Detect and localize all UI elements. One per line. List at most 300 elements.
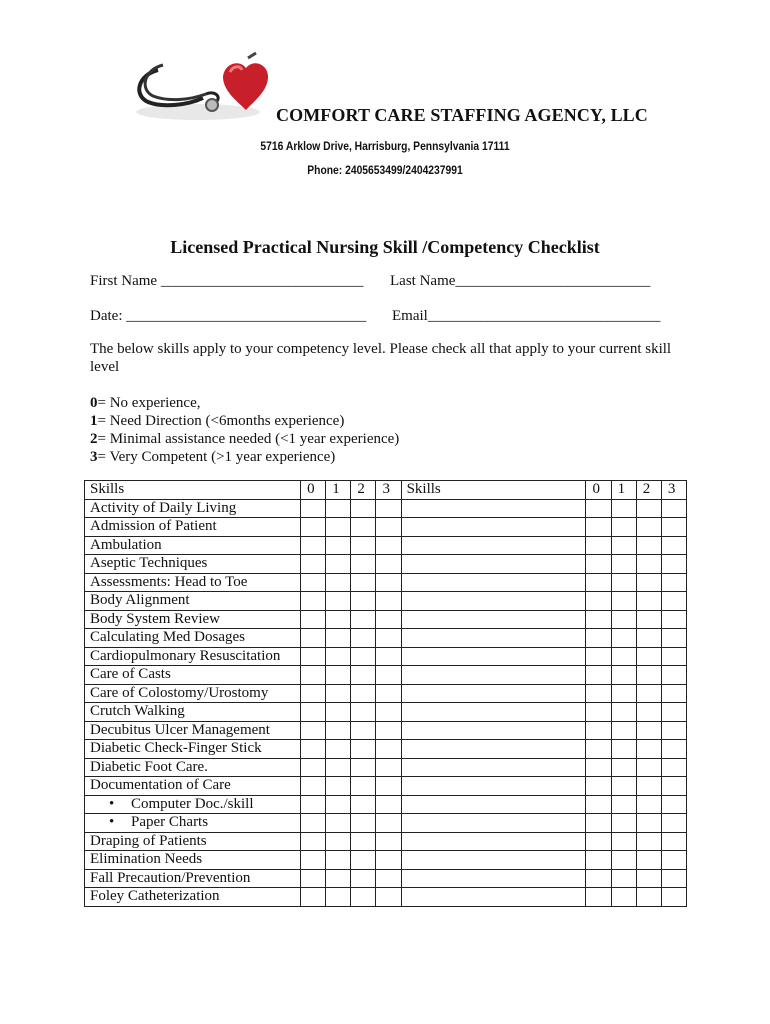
- rating-cell[interactable]: [661, 851, 686, 870]
- rating-cell[interactable]: [301, 518, 326, 537]
- rating-cell[interactable]: [636, 555, 661, 574]
- skill-name: [85, 610, 301, 629]
- rating-cell[interactable]: [636, 777, 661, 796]
- rating-cell[interactable]: [661, 647, 686, 666]
- rating-cell[interactable]: [661, 740, 686, 759]
- rating-cell[interactable]: [351, 740, 376, 759]
- rating-cell[interactable]: [636, 666, 661, 685]
- agency-logo: [128, 50, 273, 125]
- rating-cell[interactable]: [326, 629, 351, 648]
- skill-name: [85, 647, 301, 666]
- scale-item: [90, 394, 399, 412]
- skill-name: [85, 888, 301, 907]
- skills-header: Skills: [85, 481, 301, 500]
- scale-key: 0: [90, 395, 98, 411]
- rating-cell[interactable]: [326, 777, 351, 796]
- agency-name: COMFORT CARE STAFFING AGENCY, LLC: [276, 105, 648, 125]
- rating-cell[interactable]: [326, 518, 351, 537]
- skill-label: Diabetic Foot Care.: [90, 758, 208, 775]
- table-row: [85, 684, 687, 703]
- skill-name-2: [401, 721, 586, 740]
- skill-name-2: [401, 592, 586, 611]
- rating-cell[interactable]: [376, 758, 401, 777]
- rating-cell[interactable]: [586, 758, 611, 777]
- rating-cell[interactable]: [301, 814, 326, 833]
- table-header-row: [85, 481, 687, 500]
- rating-cell[interactable]: [376, 740, 401, 759]
- skill-label: Body System Review: [90, 610, 220, 627]
- rating-cell[interactable]: [611, 740, 636, 759]
- skill-name-2: [401, 814, 586, 833]
- rating-cell[interactable]: [351, 629, 376, 648]
- rating-cell[interactable]: [351, 777, 376, 796]
- skill-name-2: [401, 832, 586, 851]
- bullet-icon: •: [109, 814, 115, 830]
- rating-cell[interactable]: [661, 814, 686, 833]
- skill-name: [85, 740, 301, 759]
- intro-text: The below skills apply to your competency level. Please check all that apply to your current skill level: [90, 341, 672, 375]
- table-row: [85, 610, 687, 629]
- rating-cell[interactable]: [301, 629, 326, 648]
- skill-label: Diabetic Check-Finger Stick: [90, 740, 262, 756]
- rating-cell[interactable]: [376, 499, 401, 518]
- skill-name-2: [401, 518, 586, 537]
- rating-cell[interactable]: [661, 777, 686, 796]
- rating-cell[interactable]: [636, 888, 661, 907]
- table-row: [85, 666, 687, 685]
- scale-key: 2: [90, 431, 98, 447]
- rating-cell[interactable]: [661, 573, 686, 592]
- rating-cell[interactable]: [301, 592, 326, 611]
- rating-cell[interactable]: [661, 536, 686, 555]
- skill-name: [85, 666, 301, 685]
- skill-label: Admission of Patient: [90, 518, 217, 534]
- rating-cell[interactable]: [611, 777, 636, 796]
- table-row: [85, 499, 687, 518]
- rating-cell[interactable]: [376, 629, 401, 648]
- rating-cell[interactable]: [326, 740, 351, 759]
- rating-cell[interactable]: [636, 518, 661, 537]
- skill-name: [85, 758, 301, 777]
- rating-cell[interactable]: [376, 777, 401, 796]
- skill-label: Documentation of Care: [90, 777, 231, 793]
- rating-cell[interactable]: [636, 647, 661, 666]
- rating-cell[interactable]: [636, 795, 661, 814]
- rating-cell[interactable]: [351, 518, 376, 537]
- rating-cell[interactable]: [611, 555, 636, 574]
- rating-cell[interactable]: [326, 721, 351, 740]
- skill-name: [85, 573, 301, 592]
- rating-cell[interactable]: [661, 758, 686, 777]
- agency-address: 5716 Arklow Drive, Harrisburg, Pennsylvania 17111: [260, 139, 510, 153]
- rating-cell[interactable]: [326, 499, 351, 518]
- rating-scale: [90, 394, 399, 466]
- rating-cell[interactable]: [661, 610, 686, 629]
- rating-cell[interactable]: [661, 721, 686, 740]
- rating-cell[interactable]: [586, 851, 611, 870]
- first-name-field[interactable]: First Name ___________________________: [90, 273, 364, 289]
- rating-cell[interactable]: [611, 647, 636, 666]
- level-3-header-2: 3: [661, 481, 686, 500]
- rating-cell[interactable]: [611, 629, 636, 648]
- table-row: [85, 518, 687, 537]
- rating-cell[interactable]: [611, 592, 636, 611]
- rating-cell[interactable]: [661, 555, 686, 574]
- rating-cell[interactable]: [586, 684, 611, 703]
- rating-cell[interactable]: [586, 573, 611, 592]
- table-row: [85, 795, 687, 814]
- rating-cell[interactable]: [301, 777, 326, 796]
- skill-label: Care of Colostomy/Urostomy: [90, 684, 269, 701]
- skill-label: Crutch Walking: [90, 703, 185, 719]
- rating-cell[interactable]: [586, 666, 611, 685]
- bullet-icon: •: [109, 795, 115, 812]
- skill-label: Paper Charts: [131, 814, 209, 830]
- rating-cell[interactable]: [636, 592, 661, 611]
- skill-name-2: [401, 777, 586, 796]
- skill-label: Activity of Daily Living: [90, 499, 237, 516]
- skill-name: [85, 518, 301, 537]
- rating-cell[interactable]: [661, 518, 686, 537]
- rating-cell[interactable]: [351, 758, 376, 777]
- rating-cell[interactable]: [636, 814, 661, 833]
- rating-cell[interactable]: [586, 536, 611, 555]
- rating-cell[interactable]: [376, 555, 401, 574]
- rating-cell[interactable]: [376, 592, 401, 611]
- rating-cell[interactable]: [326, 573, 351, 592]
- rating-cell[interactable]: [326, 666, 351, 685]
- email-field[interactable]: Email_______________________________: [392, 308, 661, 324]
- rating-cell[interactable]: [301, 499, 326, 518]
- skill-label: Draping of Patients: [90, 832, 207, 849]
- rating-cell[interactable]: [326, 832, 351, 851]
- skill-name: [85, 592, 301, 611]
- rating-cell[interactable]: [351, 851, 376, 870]
- skill-label: Elimination Needs: [90, 851, 203, 867]
- skill-label: Foley Catheterization: [90, 888, 220, 904]
- rating-cell[interactable]: [326, 869, 351, 888]
- rating-cell[interactable]: [661, 888, 686, 907]
- rating-cell[interactable]: [611, 499, 636, 518]
- skill-name-2: [401, 758, 586, 777]
- table-row: [85, 555, 687, 574]
- rating-cell[interactable]: [661, 832, 686, 851]
- scale-item: [90, 448, 399, 466]
- rating-cell[interactable]: [586, 610, 611, 629]
- skill-label: Calculating Med Dosages: [90, 629, 245, 645]
- rating-cell[interactable]: [586, 869, 611, 888]
- rating-cell[interactable]: [326, 758, 351, 777]
- table-row: [85, 703, 687, 722]
- rating-cell[interactable]: [611, 684, 636, 703]
- rating-cell[interactable]: [351, 795, 376, 814]
- rating-cell[interactable]: [351, 647, 376, 666]
- rating-cell[interactable]: [326, 703, 351, 722]
- rating-cell[interactable]: [586, 518, 611, 537]
- rating-cell[interactable]: [611, 721, 636, 740]
- rating-cell[interactable]: [351, 592, 376, 611]
- skill-name: [85, 814, 301, 833]
- last-name-field[interactable]: Last Name__________________________: [390, 273, 651, 289]
- rating-cell[interactable]: [326, 592, 351, 611]
- skill-name-2: [401, 740, 586, 759]
- rating-cell[interactable]: [611, 758, 636, 777]
- rating-cell[interactable]: [636, 721, 661, 740]
- rating-cell[interactable]: [351, 684, 376, 703]
- table-row: [85, 721, 687, 740]
- rating-cell[interactable]: [586, 814, 611, 833]
- rating-cell[interactable]: [351, 703, 376, 722]
- rating-cell[interactable]: [586, 721, 611, 740]
- rating-cell[interactable]: [376, 666, 401, 685]
- rating-cell[interactable]: [301, 573, 326, 592]
- rating-cell[interactable]: [301, 758, 326, 777]
- rating-cell[interactable]: [611, 666, 636, 685]
- skill-name: [85, 851, 301, 870]
- rating-cell[interactable]: [586, 647, 611, 666]
- rating-cell[interactable]: [636, 684, 661, 703]
- skill-label: Assessments: Head to Toe: [90, 573, 248, 590]
- rating-cell[interactable]: [661, 499, 686, 518]
- rating-cell[interactable]: [326, 795, 351, 814]
- skill-name-2: [401, 684, 586, 703]
- skill-name: [85, 703, 301, 722]
- rating-cell[interactable]: [326, 851, 351, 870]
- rating-cell[interactable]: [351, 888, 376, 907]
- skill-name-2: [401, 869, 586, 888]
- scale-item: [90, 412, 399, 430]
- rating-cell[interactable]: [351, 721, 376, 740]
- skill-name-2: [401, 851, 586, 870]
- rating-cell[interactable]: [351, 832, 376, 851]
- table-row: [85, 740, 687, 759]
- skill-name-2: [401, 536, 586, 555]
- scale-text: = Need Direction (<6months experience): [97, 413, 345, 429]
- scale-text: = Very Competent (>1 year experience): [97, 449, 336, 465]
- level-0-header-2: 0: [586, 481, 611, 500]
- table-row: [85, 629, 687, 648]
- skill-name-2: [401, 629, 586, 648]
- rating-cell[interactable]: [661, 684, 686, 703]
- table-row: [85, 869, 687, 888]
- rating-cell[interactable]: [376, 832, 401, 851]
- rating-cell[interactable]: [376, 703, 401, 722]
- rating-cell[interactable]: [611, 518, 636, 537]
- rating-cell[interactable]: [586, 629, 611, 648]
- level-2-header: 2: [351, 481, 376, 500]
- date-field[interactable]: Date: ________________________________: [90, 308, 367, 324]
- rating-cell[interactable]: [376, 869, 401, 888]
- rating-cell[interactable]: [611, 869, 636, 888]
- rating-cell[interactable]: [376, 851, 401, 870]
- table-row: [85, 758, 687, 777]
- scale-text: = No experience,: [97, 395, 201, 411]
- level-1-header: 1: [326, 481, 351, 500]
- skill-name: [85, 684, 301, 703]
- rating-cell[interactable]: [586, 832, 611, 851]
- rating-cell[interactable]: [351, 555, 376, 574]
- table-row: [85, 573, 687, 592]
- rating-cell[interactable]: [611, 814, 636, 833]
- table-row: [85, 888, 687, 907]
- skill-label: Ambulation: [90, 536, 162, 553]
- rating-cell[interactable]: [301, 610, 326, 629]
- skill-label: Aseptic Techniques: [90, 555, 208, 571]
- skill-name: [85, 536, 301, 555]
- skill-label: Decubitus Ulcer Management: [90, 721, 270, 738]
- rating-cell[interactable]: [611, 703, 636, 722]
- rating-cell[interactable]: [376, 536, 401, 555]
- rating-cell[interactable]: [586, 740, 611, 759]
- rating-cell[interactable]: [586, 795, 611, 814]
- rating-cell[interactable]: [376, 684, 401, 703]
- skills-table: [84, 480, 687, 907]
- rating-cell[interactable]: [301, 888, 326, 907]
- rating-cell[interactable]: [636, 610, 661, 629]
- skill-label: Fall Precaution/Prevention: [90, 869, 251, 886]
- level-3-header: 3: [376, 481, 401, 500]
- rating-cell[interactable]: [636, 536, 661, 555]
- rating-cell[interactable]: [351, 666, 376, 685]
- level-1-header-2: 1: [611, 481, 636, 500]
- skill-name: [85, 869, 301, 888]
- rating-cell[interactable]: [636, 629, 661, 648]
- rating-cell[interactable]: [351, 869, 376, 888]
- agency-phone: Phone: 2405653499/2404237991: [307, 163, 463, 177]
- document-title: Licensed Practical Nursing Skill /Competency Checklist: [170, 237, 600, 257]
- rating-cell[interactable]: [611, 795, 636, 814]
- rating-cell[interactable]: [301, 555, 326, 574]
- skill-name-2: [401, 499, 586, 518]
- skills-header-2: Skills: [401, 481, 586, 500]
- table-row: [85, 647, 687, 666]
- rating-cell[interactable]: [301, 684, 326, 703]
- rating-cell[interactable]: [611, 851, 636, 870]
- rating-cell[interactable]: [636, 703, 661, 722]
- rating-cell[interactable]: [301, 721, 326, 740]
- rating-cell[interactable]: [301, 536, 326, 555]
- rating-cell[interactable]: [326, 888, 351, 907]
- rating-cell[interactable]: [351, 536, 376, 555]
- rating-cell[interactable]: [661, 666, 686, 685]
- rating-cell[interactable]: [636, 758, 661, 777]
- rating-cell[interactable]: [301, 795, 326, 814]
- rating-cell[interactable]: [376, 518, 401, 537]
- rating-cell[interactable]: [376, 888, 401, 907]
- rating-cell[interactable]: [586, 703, 611, 722]
- table-row: [85, 851, 687, 870]
- rating-cell[interactable]: [636, 832, 661, 851]
- rating-cell[interactable]: [301, 832, 326, 851]
- skill-name-2: [401, 610, 586, 629]
- rating-cell[interactable]: [611, 610, 636, 629]
- rating-cell[interactable]: [351, 814, 376, 833]
- rating-cell[interactable]: [611, 573, 636, 592]
- skill-name-2: [401, 795, 586, 814]
- rating-cell[interactable]: [301, 851, 326, 870]
- rating-cell[interactable]: [586, 777, 611, 796]
- rating-cell[interactable]: [661, 703, 686, 722]
- skill-label: Body Alignment: [90, 592, 190, 608]
- stethoscope-heart-icon: [128, 50, 273, 125]
- skill-name: [85, 777, 301, 796]
- rating-cell[interactable]: [376, 610, 401, 629]
- rating-cell[interactable]: [326, 684, 351, 703]
- rating-cell[interactable]: [661, 795, 686, 814]
- skill-label: Computer Doc./skill: [131, 795, 254, 812]
- rating-cell[interactable]: [326, 536, 351, 555]
- level-0-header: 0: [301, 481, 326, 500]
- rating-cell[interactable]: [586, 499, 611, 518]
- rating-cell[interactable]: [376, 795, 401, 814]
- scale-item: [90, 430, 399, 448]
- rating-cell[interactable]: [351, 610, 376, 629]
- rating-cell[interactable]: [611, 832, 636, 851]
- rating-cell[interactable]: [301, 647, 326, 666]
- rating-cell[interactable]: [351, 499, 376, 518]
- skill-label: Cardiopulmonary Resuscitation: [90, 647, 281, 664]
- rating-cell[interactable]: [376, 721, 401, 740]
- skill-name: [85, 795, 301, 814]
- table-row: [85, 832, 687, 851]
- scale-key: 1: [90, 413, 98, 429]
- table-row: [85, 592, 687, 611]
- skill-name: [85, 832, 301, 851]
- rating-cell[interactable]: [586, 592, 611, 611]
- skill-label: Care of Casts: [90, 666, 171, 682]
- rating-cell[interactable]: [661, 592, 686, 611]
- table-row: [85, 814, 687, 833]
- skill-name: [85, 721, 301, 740]
- skill-name-2: [401, 703, 586, 722]
- rating-cell[interactable]: [661, 869, 686, 888]
- skill-name: [85, 629, 301, 648]
- skill-name: [85, 555, 301, 574]
- rating-cell[interactable]: [661, 629, 686, 648]
- rating-cell[interactable]: [376, 647, 401, 666]
- skill-name-2: [401, 555, 586, 574]
- rating-cell[interactable]: [326, 555, 351, 574]
- rating-cell[interactable]: [326, 647, 351, 666]
- rating-cell[interactable]: [586, 888, 611, 907]
- rating-cell[interactable]: [301, 869, 326, 888]
- skill-name-2: [401, 573, 586, 592]
- rating-cell[interactable]: [376, 814, 401, 833]
- rating-cell[interactable]: [326, 814, 351, 833]
- rating-cell[interactable]: [351, 573, 376, 592]
- rating-cell[interactable]: [611, 888, 636, 907]
- table-row: [85, 777, 687, 796]
- rating-cell[interactable]: [301, 740, 326, 759]
- rating-cell[interactable]: [586, 555, 611, 574]
- level-2-header-2: 2: [636, 481, 661, 500]
- rating-cell[interactable]: [376, 573, 401, 592]
- rating-cell[interactable]: [301, 666, 326, 685]
- skill-name-2: [401, 888, 586, 907]
- scale-text: = Minimal assistance needed (<1 year experience): [97, 431, 400, 447]
- rating-cell[interactable]: [636, 851, 661, 870]
- rating-cell[interactable]: [636, 573, 661, 592]
- rating-cell[interactable]: [611, 536, 636, 555]
- skill-name-2: [401, 666, 586, 685]
- rating-cell[interactable]: [636, 499, 661, 518]
- rating-cell[interactable]: [326, 610, 351, 629]
- rating-cell[interactable]: [636, 869, 661, 888]
- rating-cell[interactable]: [301, 703, 326, 722]
- skill-name-2: [401, 647, 586, 666]
- rating-cell[interactable]: [636, 740, 661, 759]
- table-row: [85, 536, 687, 555]
